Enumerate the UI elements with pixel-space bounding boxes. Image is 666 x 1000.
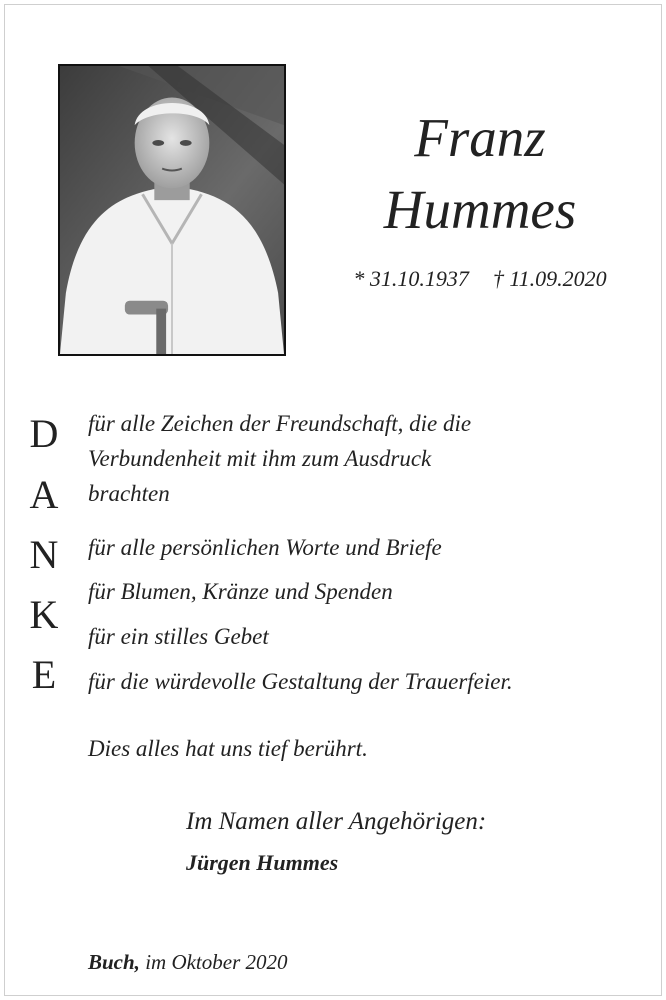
footer-date: im Oktober 2020	[145, 950, 288, 974]
danke-letter-d: D	[29, 411, 59, 456]
birth-date: * 31.10.1937	[353, 266, 469, 291]
danke-line: für alle Zeichen der Freundschaft, die die	[88, 411, 472, 436]
danke-line: für alle persönlichen Worte und Briefe	[88, 535, 442, 560]
portrait-photo	[58, 64, 286, 356]
footer-place-date	[88, 950, 288, 975]
signature-label: Im Namen aller Angehörigen:	[186, 808, 487, 835]
danke-letter-a: A	[29, 472, 59, 517]
danke-letter-e: E	[31, 652, 57, 697]
closing-line: Dies alles hat uns tief berührt.	[88, 736, 368, 761]
danke-line: für Blumen, Kränze und Spenden	[88, 579, 393, 604]
danke-line: für ein stilles Gebet	[88, 624, 269, 649]
danke-letter-k: K	[29, 592, 59, 637]
danke-letter-n: N	[29, 532, 59, 577]
death-date: † 11.09.2020	[492, 266, 607, 291]
portrait-image	[60, 66, 284, 354]
footer-place: Buch,	[88, 950, 140, 974]
life-dates	[330, 266, 630, 292]
deceased-last-name: Hummes	[383, 179, 577, 240]
danke-line: Verbundenheit mit ihm zum Ausdruck	[88, 446, 432, 471]
signature-name: Jürgen Hummes	[186, 850, 339, 875]
danke-line: brachten	[88, 481, 170, 506]
deceased-first-name: Franz	[414, 107, 546, 168]
danke-line: für die würdevolle Gestaltung der Trauerfeier.	[88, 669, 513, 694]
